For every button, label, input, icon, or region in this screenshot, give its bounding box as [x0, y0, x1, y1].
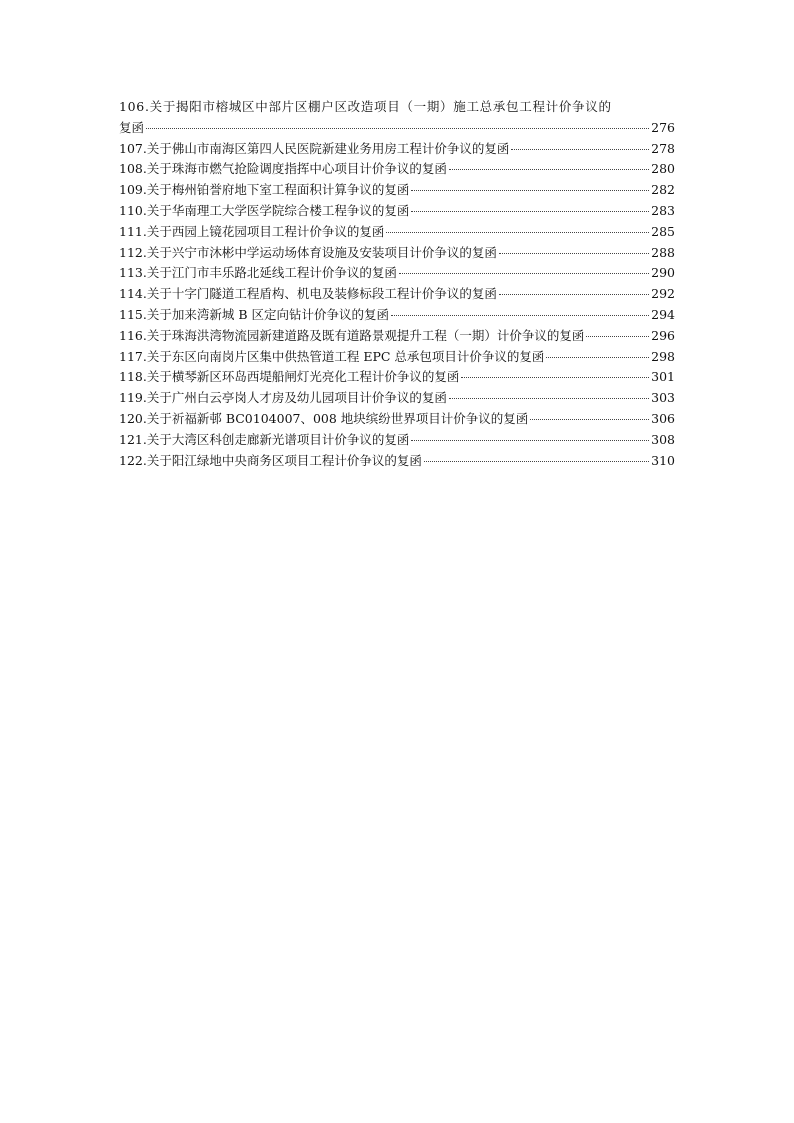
toc-entry[interactable] — [119, 347, 675, 368]
toc-entry-number: 106. — [119, 99, 150, 114]
dot-leader — [411, 440, 649, 441]
dot-leader — [449, 169, 649, 170]
toc-entry-page-number: 303 — [651, 390, 675, 406]
toc-entry-page-number: 278 — [651, 140, 675, 156]
toc-entry-title: 关于横琴新区环岛西堤船闸灯光亮化工程计价争议的复函 — [146, 369, 460, 385]
dot-leader — [411, 211, 649, 212]
dot-leader — [530, 419, 649, 420]
dot-leader — [386, 232, 649, 233]
toc-entry-page-number: 288 — [651, 244, 675, 260]
toc-entry-title: 关于祈福新邨 BC0104007、008 地块缤纷世界项目计价争议的复函 — [146, 410, 529, 426]
toc-entry-page-number: 301 — [651, 369, 675, 385]
toc-entry-number: 117. — [119, 348, 147, 364]
toc-entry-number: 110. — [119, 202, 147, 218]
toc-entry-number: 113. — [119, 265, 147, 281]
dot-leader — [461, 377, 649, 378]
toc-entry-page-number: 283 — [651, 202, 675, 218]
toc-entry-number: 109. — [119, 182, 147, 198]
dot-leader — [586, 336, 649, 337]
toc-entry-number: 111. — [119, 223, 147, 239]
toc-entry-title: 关于加来湾新城 B 区定向钻计价争议的复函 — [146, 306, 389, 322]
dot-leader — [411, 190, 649, 191]
toc-entry[interactable] — [119, 180, 675, 201]
toc-entry-number: 108. — [119, 161, 147, 177]
toc-entry-page-number: 285 — [651, 223, 675, 239]
toc-entry[interactable] — [119, 201, 675, 222]
toc-entry-title: 关于大湾区科创走廊新光谱项目计价争议的复函 — [146, 431, 410, 447]
dot-leader — [449, 398, 649, 399]
dot-leader — [499, 253, 649, 254]
toc-entry[interactable] — [119, 388, 675, 409]
table-of-contents — [119, 97, 675, 471]
dot-leader — [511, 149, 649, 150]
toc-entry-page-number: 298 — [651, 348, 675, 364]
toc-entry-title: 关于阳江绿地中央商务区项目工程计价争议的复函 — [146, 452, 422, 468]
toc-entry[interactable] — [119, 284, 675, 305]
toc-entry-number: 112. — [119, 244, 147, 260]
toc-entry[interactable] — [119, 451, 675, 472]
dot-leader — [399, 273, 649, 274]
toc-entry-title: 关于东区向南岗片区集中供热管道工程 EPC 总承包项目计价争议的复函 — [146, 348, 545, 364]
toc-entry-title: 关于十字门隧道工程盾构、机电及装修标段工程计价争议的复函 — [146, 286, 497, 302]
toc-entry-title: 关于兴宁市沐彬中学运动场体育设施及安装项目计价争议的复函 — [146, 244, 497, 260]
toc-entry[interactable] — [119, 409, 675, 430]
dot-leader — [391, 315, 649, 316]
toc-entry-page-number: 296 — [651, 327, 675, 343]
toc-entry-title-first-line — [119, 97, 675, 118]
toc-entry-title: 关于华南理工大学医学院综合楼工程争议的复函 — [146, 202, 410, 218]
toc-entry[interactable] — [119, 263, 675, 284]
toc-entry-number: 121. — [119, 431, 147, 447]
toc-entry-number: 122. — [119, 452, 147, 468]
toc-entry-number: 107. — [119, 140, 147, 156]
toc-entry[interactable] — [119, 222, 675, 243]
toc-entry-page-number: 280 — [651, 161, 675, 177]
toc-entry-title: 关于珠海市燃气抢险调度指挥中心项目计价争议的复函 — [146, 161, 447, 177]
toc-entry-title: 关于珠海洪湾物流园新建道路及既有道路景观提升工程（一期）计价争议的复函 — [146, 327, 585, 343]
toc-entry[interactable] — [119, 243, 675, 264]
toc-entry-number: 115. — [119, 306, 147, 322]
dot-leader — [424, 461, 649, 462]
toc-entry-page-number: 282 — [651, 182, 675, 198]
toc-entry-title-part: 关于揭阳市榕城区中部片区棚户区改造项目（一期）施工总承包工程计价争议的 — [149, 99, 612, 114]
toc-entry[interactable] — [119, 305, 675, 326]
dot-leader — [146, 128, 649, 129]
toc-entry-number: 118. — [119, 369, 147, 385]
toc-entry-page-number: 306 — [651, 410, 675, 426]
toc-entry-number: 119. — [119, 390, 147, 406]
toc-entry[interactable] — [119, 139, 675, 160]
dot-leader — [546, 357, 649, 358]
toc-entry-number: 114. — [119, 286, 147, 302]
toc-entry[interactable] — [119, 430, 675, 451]
toc-entry-title: 关于江门市丰乐路北延线工程计价争议的复函 — [146, 265, 397, 281]
toc-entry-page-number: 294 — [651, 306, 675, 322]
toc-entry-page-number: 276 — [651, 119, 675, 135]
toc-entry-title: 关于梅州铂誉府地下室工程面积计算争议的复函 — [146, 182, 410, 198]
toc-entry-title: 关于广州白云亭岗人才房及幼儿园项目计价争议的复函 — [146, 390, 447, 406]
toc-entry[interactable] — [119, 326, 675, 347]
toc-entry-title: 关于西园上镜花园项目工程计价争议的复函 — [146, 223, 385, 239]
toc-entry-page-number: 310 — [651, 452, 675, 468]
toc-entry[interactable] — [119, 367, 675, 388]
toc-entry-page-number: 292 — [651, 286, 675, 302]
toc-entry-page-number: 308 — [651, 431, 675, 447]
toc-entry[interactable] — [119, 159, 675, 180]
toc-entry-number: 116. — [119, 327, 147, 343]
toc-entry[interactable] — [119, 97, 675, 139]
dot-leader — [499, 294, 649, 295]
toc-entry-title: 关于佛山市南海区第四人民医院新建业务用房工程计价争议的复函 — [146, 140, 510, 156]
toc-entry-title: 复函 — [119, 119, 145, 135]
toc-entry-page-number: 290 — [651, 265, 675, 281]
toc-entry-number: 120. — [119, 410, 147, 426]
